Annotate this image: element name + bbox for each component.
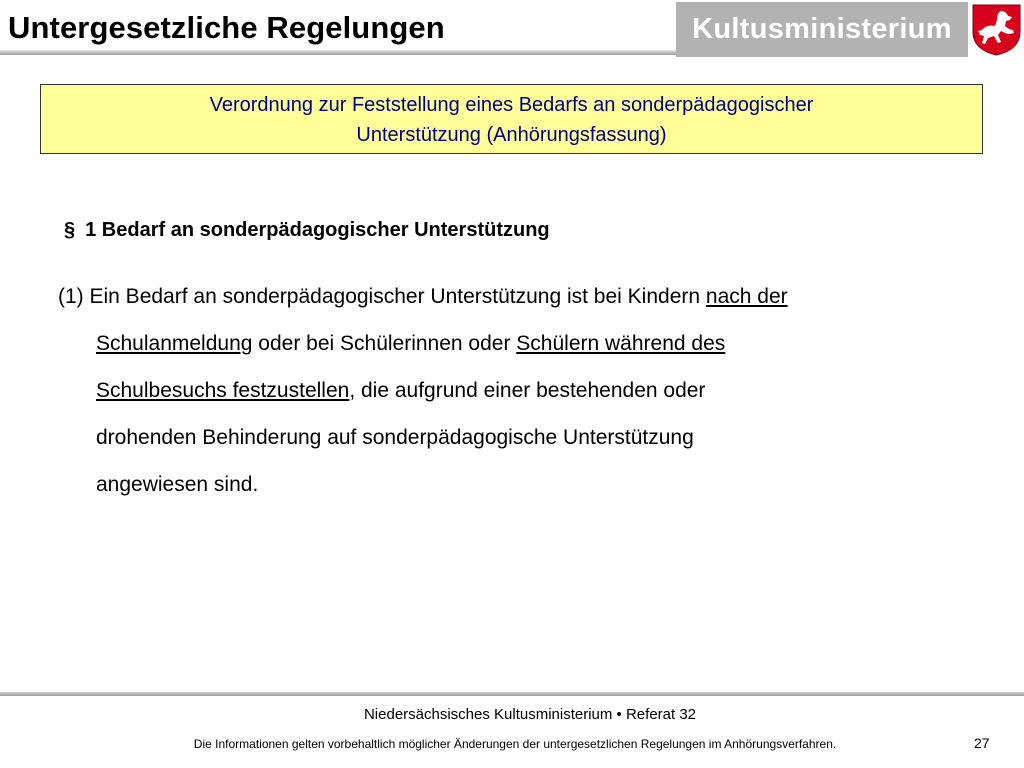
paragraph-sign: §: [64, 219, 76, 241]
ministry-brand-label: Kultusministerium: [676, 2, 968, 57]
paragraph-text: oder bei Schülerinnen oder: [252, 332, 517, 355]
section-heading-text: 1 Bedarf an sonderpädagogischer Unterstützung: [85, 219, 550, 241]
paragraph-line-5: angewiesen sind.: [96, 473, 259, 496]
lower-saxony-horse-icon: [970, 2, 1023, 57]
footer-disclaimer: Die Informationen gelten vorbehaltlich möglicher Änderungen der untergesetzlichen Regelungen im Anhörungsverfahren.: [193, 737, 837, 751]
paragraph-text: , die aufgrund einer bestehenden oder: [349, 379, 706, 402]
paragraph-body: [58, 273, 963, 508]
paragraph-line-3: [58, 367, 963, 414]
underlined-text: nach der: [705, 285, 788, 308]
section-heading: [64, 219, 550, 242]
header-divider: [0, 50, 676, 55]
footer-organization: Niedersächsisches Kultusministerium • Referat 32: [363, 706, 697, 723]
notice-line-2: Unterstützung (Anhörungsfassung): [356, 124, 667, 146]
underlined-text: Schulbesuchs festzustellen: [96, 379, 350, 402]
page-title: Untergesetzliche Regelungen: [8, 10, 445, 45]
underlined-text: Schülern während des: [516, 332, 726, 355]
notice-line-1: Verordnung zur Feststellung eines Bedarfs an sonderpädagogischer: [209, 94, 814, 116]
paragraph-line-4: drohenden Behinderung auf sonderpädagogische Unterstützung: [96, 426, 694, 449]
paragraph-line-2: [58, 320, 963, 367]
regulation-notice-box: [40, 84, 983, 154]
footer-divider: [0, 692, 1024, 696]
page-number: 27: [974, 735, 990, 751]
paragraph-line-1: [58, 273, 963, 320]
paragraph-text: (1) Ein Bedarf an sonderpädagogischer Unterstützung ist bei Kindern: [58, 285, 706, 308]
underlined-text: Schulanmeldung: [96, 332, 253, 355]
